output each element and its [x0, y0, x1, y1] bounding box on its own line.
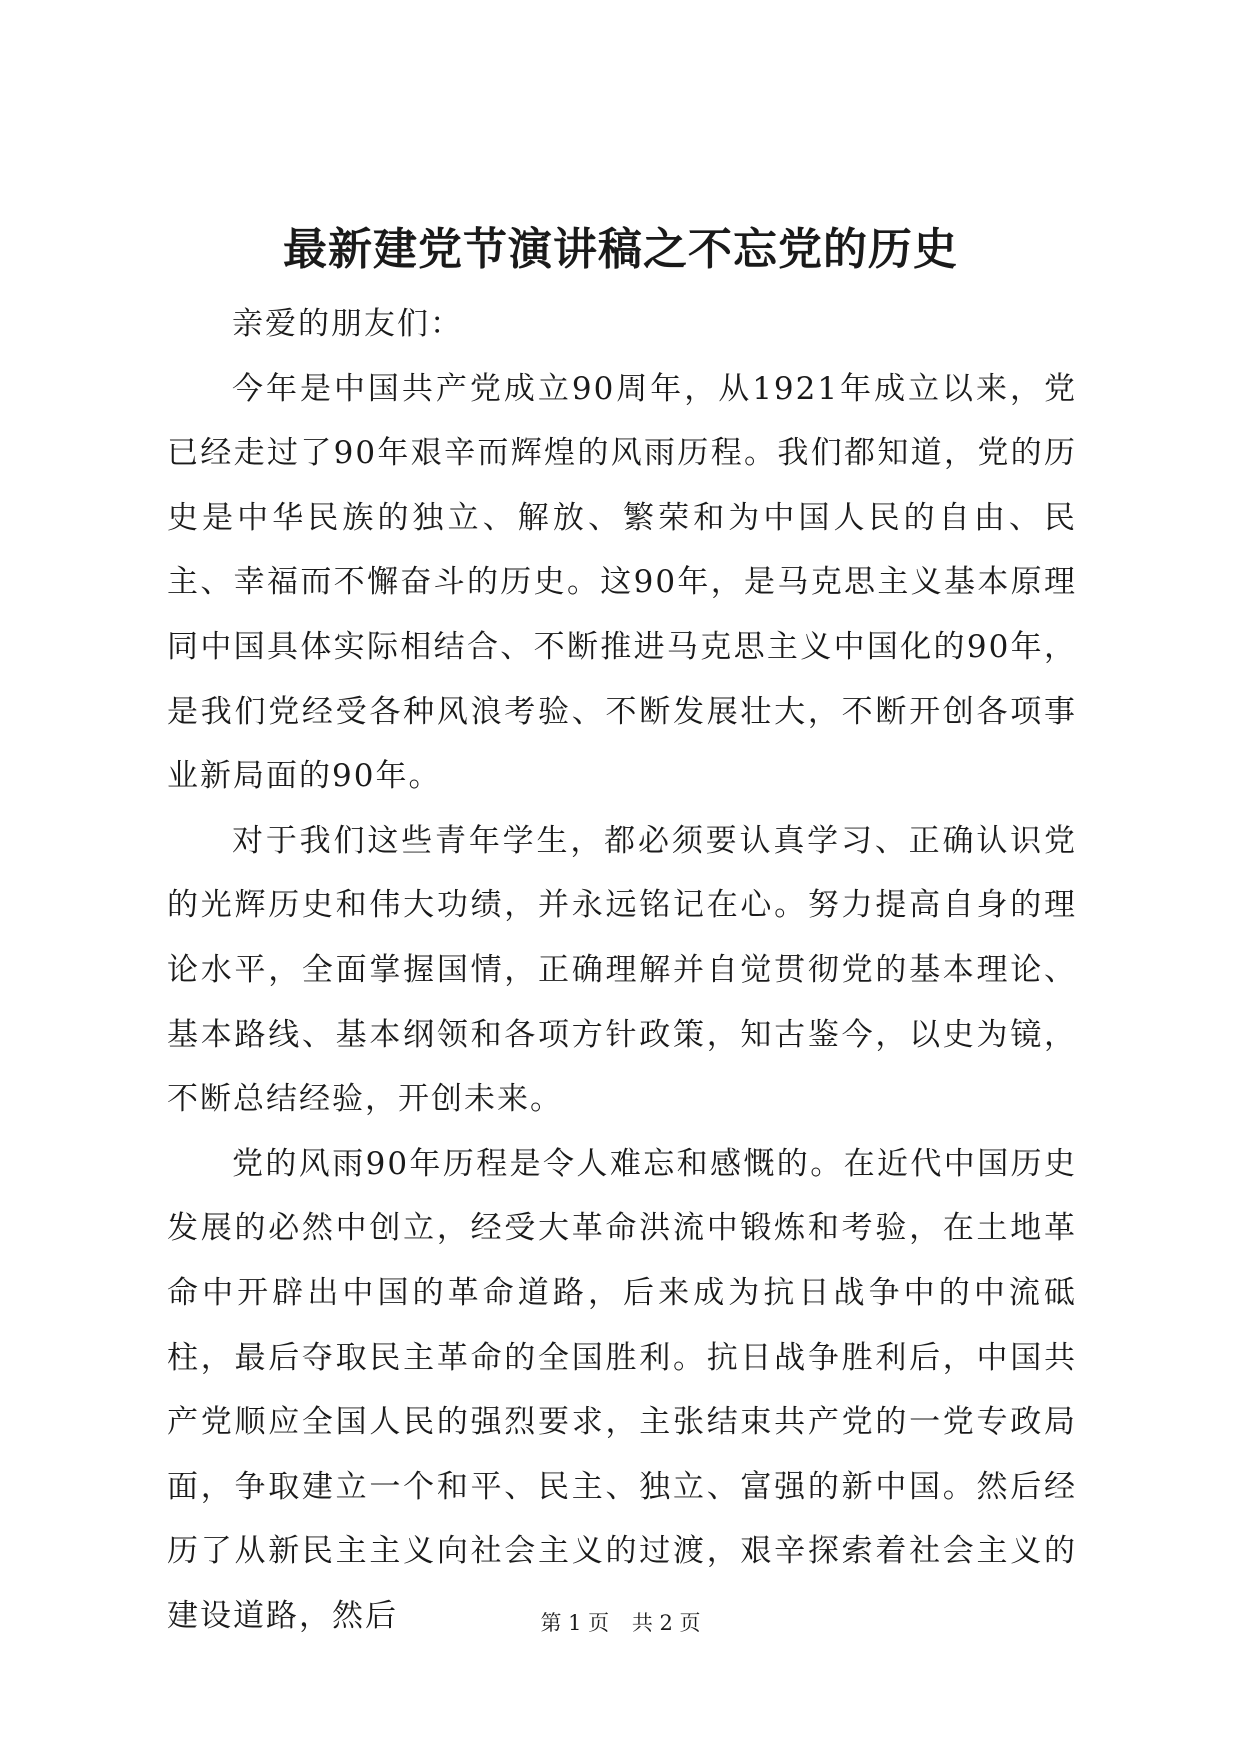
paragraph-1: 今年是中国共产党成立90周年，从1921年成立以来，党已经走过了90年艰辛而辉煌的风雨历程。我们都知道，党的历史是中华民族的独立、解放、繁荣和为中国人民的自由、民主、幸福而不懈奋斗的历史。这90年，是马克思主义基本原理同中国具体实际相结合、不断推进马克思主义中国化的90年，是我们党经受各种风浪考验、不断发展壮大，不断开创各项事业新局面的90年。 — [167, 370, 1077, 795]
document-body — [167, 292, 1077, 1648]
paragraph-2: 对于我们这些青年学生，都必须要认真学习、正确认识党的光辉历史和伟大功绩，并永远铭记在心。努力提高自身的理论水平，全面掌握国情，正确理解并自觉贯彻党的基本理论、基本路线、基本纲领和各项方针政策，知古鉴今，以史为镜，不断总结经验，开创未来。 — [167, 822, 1077, 1118]
document-title: 最新建党节演讲稿之不忘党的历史 — [283, 224, 958, 275]
page-footer — [0, 1608, 1241, 1638]
salutation: 亲爱的朋友们： — [232, 306, 463, 342]
page-number: 第 1 页 — [540, 1611, 610, 1635]
page-total: 共 2 页 — [631, 1611, 701, 1635]
paragraph-3: 党的风雨90年历程是令人难忘和感慨的。在近代中国历史发展的必然中创立，经受大革命洪流中锻炼和考验，在土地革命中开辟出中国的革命道路，后来成为抗日战争中的中流砥柱，最后夺取民主革命的全国胜利。抗日战争胜利后，中国共产党顺应全国人民的强烈要求，主张结束共产党的一党专政局面，争取建立一个和平、民主、独立、富强的新中国。然后经历了从新民主主义向社会主义的过渡，艰辛探索着社会主义的建设道路，然后 — [167, 1145, 1077, 1634]
